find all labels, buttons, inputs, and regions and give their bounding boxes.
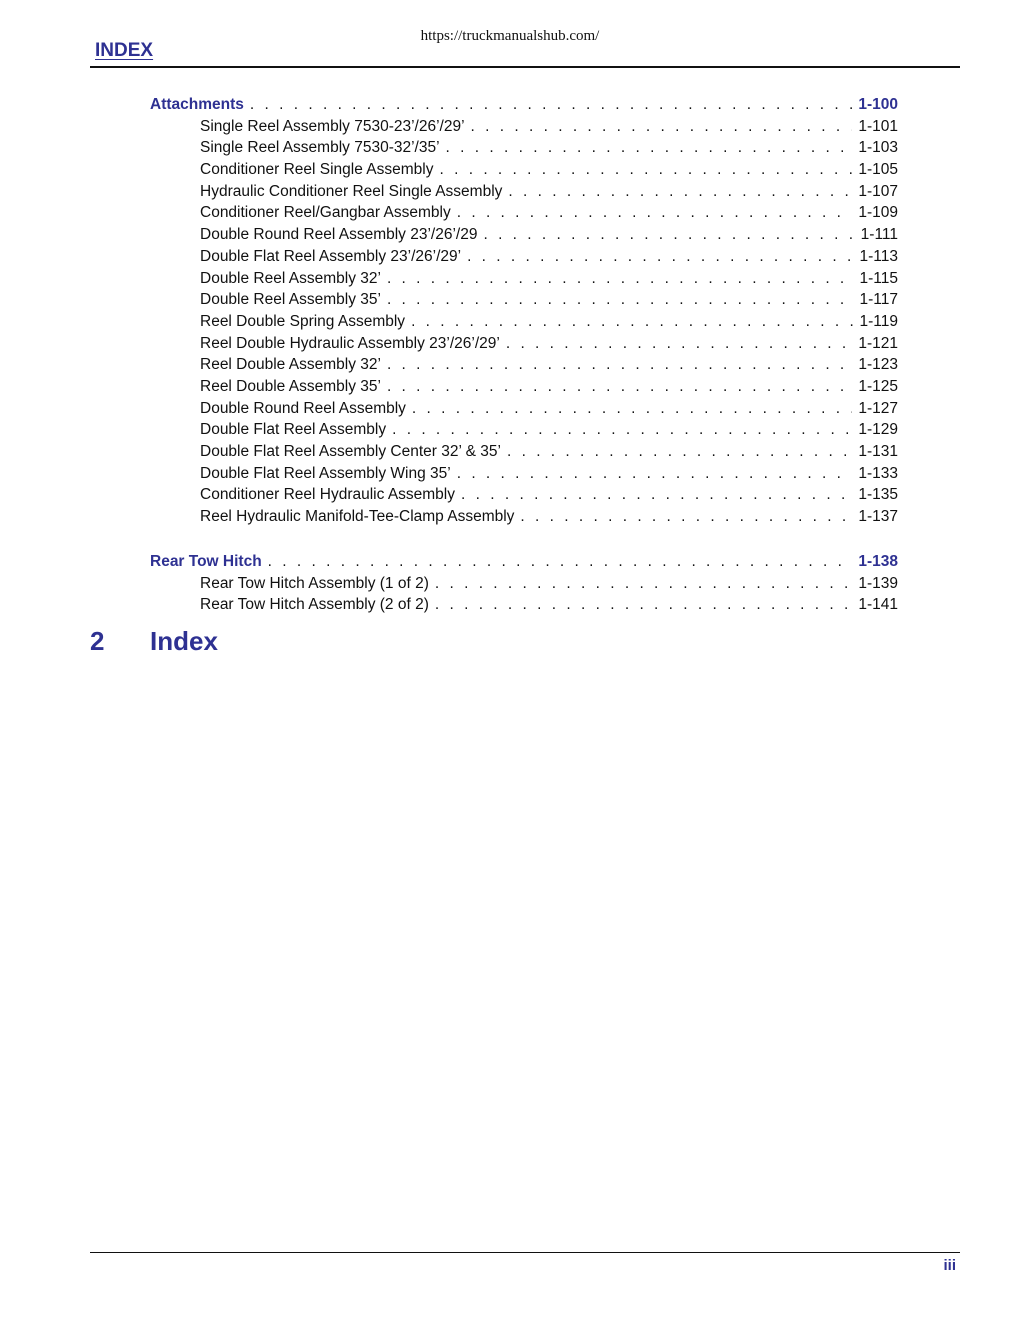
dot-leader [520,506,852,528]
dot-leader [508,181,852,203]
dot-leader [387,268,854,290]
page-header-title[interactable]: INDEX [95,40,154,61]
toc-section-attachments [150,94,898,528]
toc-entry-label: Rear Tow Hitch Assembly (1 of 2) [200,574,429,592]
toc-entry-page: 1-137 [858,508,898,526]
chapter-number: 2 [90,626,105,656]
toc-entry[interactable] [150,116,898,138]
toc-entry[interactable] [150,354,898,376]
toc-section-label: Rear Tow Hitch [150,553,262,570]
toc-entry[interactable] [150,159,898,181]
dot-leader [250,94,852,116]
toc-section-rear-tow-hitch [150,551,898,616]
toc-entry-page: 1-105 [858,161,898,179]
toc-entry[interactable] [150,137,898,159]
dot-leader [461,484,852,506]
toc-entry-label: Reel Hydraulic Manifold-Tee-Clamp Assembly [200,508,515,526]
toc-entry-page: 1-131 [858,443,898,460]
dot-leader [411,311,853,333]
dot-leader [483,224,854,246]
toc-section-page: 1-138 [858,553,898,570]
toc-entry-page: 1-133 [858,464,898,482]
toc-entry-page: 1-121 [858,334,898,352]
toc-entry-label: Rear Tow Hitch Assembly (2 of 2) [200,596,429,614]
header-divider [90,66,960,68]
dot-leader [506,333,853,355]
toc-entry[interactable] [150,398,898,420]
dot-leader [457,202,853,224]
dot-leader [467,246,853,268]
toc-entry-label: Reel Double Assembly 32’ [200,356,381,374]
toc-entry-page: 1-139 [858,574,898,592]
toc-section-heading[interactable] [150,551,898,573]
toc-entry[interactable] [150,181,898,203]
toc-entry[interactable] [150,573,898,595]
toc-entry-label: Conditioner Reel/Gangbar Assembly [200,204,451,222]
toc-entry[interactable] [150,311,898,333]
toc-entry-page: 1-109 [858,204,898,222]
toc-entry[interactable] [150,289,898,311]
toc-entry-label: Single Reel Assembly 7530-32’/35’ [200,139,440,157]
toc-entry-label: Reel Double Spring Assembly [200,312,406,330]
dot-leader [507,441,852,463]
toc-entry-label: Hydraulic Conditioner Reel Single Assembly [200,182,503,200]
toc-entry-page: 1-101 [858,117,898,135]
toc-entry-label: Conditioner Reel Hydraulic Assembly [200,486,456,504]
toc-entry-page: 1-107 [858,182,898,200]
toc-entry-label: Double Round Reel Assembly [200,399,406,417]
dot-leader [457,463,853,485]
dot-leader [471,116,853,138]
dot-leader [435,573,852,595]
toc-entry-page: 1-115 [859,269,898,287]
footer-page-number: iii [943,1257,956,1274]
toc-entry-page: 1-141 [858,596,898,614]
dot-leader [387,289,854,311]
dot-leader [439,159,852,181]
toc-entry-label: Reel Double Assembly 35’ [200,377,381,395]
toc-entry-label: Double Reel Assembly 35’ [200,291,381,309]
toc-entry-page: 1-111 [860,226,898,244]
toc-entry-label: Double Round Reel Assembly 23’/26’/29 [200,226,478,244]
dot-leader [392,419,852,441]
toc-entry-page: 1-125 [858,377,898,395]
toc-entry[interactable] [150,463,898,485]
toc-entry-label: Double Flat Reel Assembly Wing 35’ [200,464,451,482]
toc-entry-label: Double Flat Reel Assembly [200,421,387,439]
chapter-title: Index [150,626,218,656]
toc-entry[interactable] [150,441,898,463]
dot-leader [435,594,852,616]
dot-leader [387,354,852,376]
toc-entry-label: Single Reel Assembly 7530-23’/26’/29’ [200,117,465,135]
source-url: https://truckmanualshub.com/ [420,28,600,44]
toc-entry-label: Reel Double Hydraulic Assembly 23’/26’/29’ [200,334,500,352]
toc-entry-label: Conditioner Reel Single Assembly [200,161,434,179]
toc-entry[interactable] [150,268,898,290]
toc-entry[interactable] [150,246,898,268]
toc-entry[interactable] [150,376,898,398]
toc-entry-label: Double Reel Assembly 32’ [200,269,381,287]
toc-entry[interactable] [150,202,898,224]
toc-entry-page: 1-113 [859,247,898,265]
dot-leader [446,137,853,159]
toc-entry[interactable] [150,333,898,355]
toc-entry[interactable] [150,594,898,616]
toc-entry-label: Double Flat Reel Assembly 23’/26’/29’ [200,247,462,265]
toc-section-label: Attachments [150,96,244,113]
toc-section-heading[interactable] [150,94,898,116]
dot-leader [268,551,853,573]
toc-entry-label: Double Flat Reel Assembly Center 32’ & 35’ [200,443,501,460]
toc-entry-page: 1-119 [859,312,898,330]
toc-entry-page: 1-103 [858,139,898,157]
toc-entry[interactable] [150,419,898,441]
footer-divider [90,1252,960,1253]
toc-entry-page: 1-127 [858,399,898,417]
toc-entry[interactable] [150,224,898,246]
toc-entry-page: 1-117 [859,291,898,309]
toc-entry[interactable] [150,506,898,528]
toc-section-page: 1-100 [858,96,898,113]
dot-leader [387,376,852,398]
toc-entry[interactable] [150,484,898,506]
toc-entry-page: 1-129 [858,421,898,439]
dot-leader [412,398,852,420]
toc-entry-page: 1-135 [858,486,898,504]
toc-entry-page: 1-123 [858,356,898,374]
